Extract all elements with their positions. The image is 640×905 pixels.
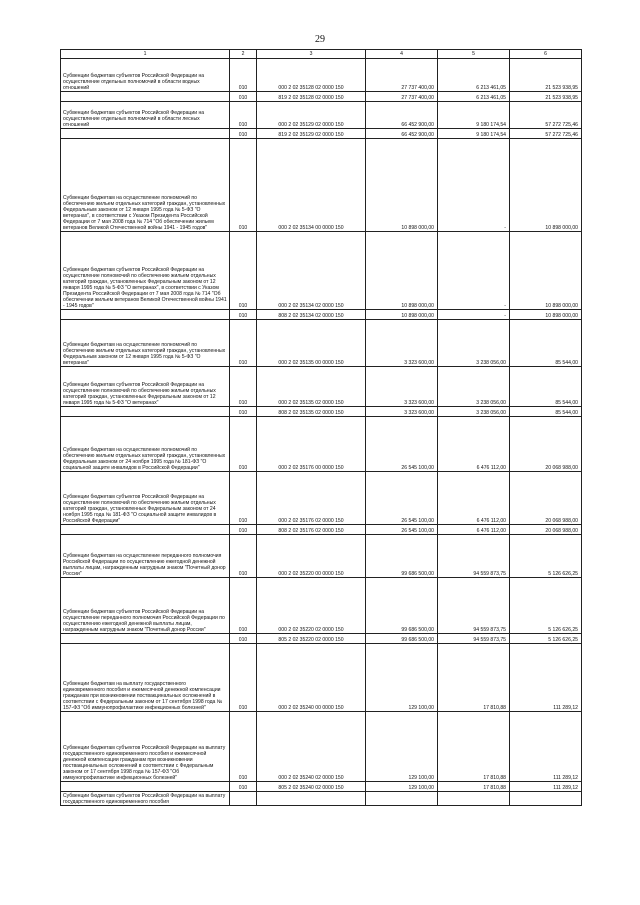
budget-code-cell: 000 2 02 35134 02 0000 150 xyxy=(257,232,366,310)
table-row xyxy=(61,712,582,782)
description-cell: Субвенции бюджетам субъектов Российской Федерации на осуществление полномочий по обеспечению жильем отдельных категорий граждан, установленных Федеральным законом от 24 ноября 1995 года № 181-ФЗ "О социальной защите инвалидов в Российской Федерации" xyxy=(61,472,230,525)
table-row xyxy=(61,525,582,535)
approved-amount-cell: 66 452 900,00 xyxy=(366,129,438,139)
remaining-amount-cell: 57 272 725,46 xyxy=(510,102,582,129)
description-cell: Субвенции бюджетам на выплату государственного единовременного пособия и ежемесячной денежной компенсации гражданам при возникновении поствакцинальных осложнений в соответствии с Федеральным законом от 17 сентября 1998 года № 157-ФЗ "Об иммунопрофилактике инфекционных болезней" xyxy=(61,644,230,712)
remaining-amount-cell: 21 523 938,95 xyxy=(510,59,582,92)
approved-amount-cell: 129 100,00 xyxy=(366,712,438,782)
executed-amount-cell: 17 810,88 xyxy=(438,712,510,782)
executed-amount-cell: 6 213 461,05 xyxy=(438,59,510,92)
budget-table xyxy=(60,49,582,806)
line-code-cell: 010 xyxy=(230,634,257,644)
approved-amount-cell: 3 323 600,00 xyxy=(366,320,438,367)
description-cell xyxy=(61,407,230,417)
description-cell xyxy=(61,310,230,320)
executed-amount-cell: 3 238 056,00 xyxy=(438,367,510,407)
description-cell: Субвенции бюджетам субъектов Российской Федерации на осуществление полномочий по обеспечению жильем отдельных категорий граждан, установленных Федеральным законом от 12 января 1995 года № 5-ФЗ "О ветеранах", в соответствии с Указом Президента Российской Федерации от 7 мая 2008 года № 714 "Об обеспечении жильем ветеранов Великой Отечественной войны 1941 - 1945 годов" xyxy=(61,232,230,310)
approved-amount-cell: 3 323 600,00 xyxy=(366,367,438,407)
line-code-cell: 010 xyxy=(230,129,257,139)
table-body xyxy=(61,59,582,806)
approved-amount-cell: 99 686 500,00 xyxy=(366,634,438,644)
approved-amount-cell: 99 686 500,00 xyxy=(366,578,438,634)
description-cell xyxy=(61,92,230,102)
budget-code-cell: 819 2 02 35128 02 0000 150 xyxy=(257,92,366,102)
table-row xyxy=(61,472,582,525)
budget-code-cell: 000 2 02 35128 02 0000 150 xyxy=(257,59,366,92)
remaining-amount-cell: 85 544,00 xyxy=(510,407,582,417)
remaining-amount-cell: 20 068 988,00 xyxy=(510,417,582,472)
remaining-amount-cell: 5 126 626,25 xyxy=(510,634,582,644)
line-code-cell: 010 xyxy=(230,310,257,320)
approved-amount-cell: 27 737 400,00 xyxy=(366,92,438,102)
budget-code-cell: 000 2 02 35135 02 0000 150 xyxy=(257,367,366,407)
remaining-amount-cell: 10 898 000,00 xyxy=(510,139,582,232)
approved-amount-cell: 10 898 000,00 xyxy=(366,310,438,320)
approved-amount-cell: 26 545 100,00 xyxy=(366,525,438,535)
budget-code-cell: 000 2 02 35135 00 0000 150 xyxy=(257,320,366,367)
approved-amount-cell: 99 686 500,00 xyxy=(366,535,438,578)
description-cell xyxy=(61,525,230,535)
header-cell: 3 xyxy=(257,50,366,59)
table-row xyxy=(61,578,582,634)
budget-code-cell xyxy=(257,792,366,806)
executed-amount-cell: 3 238 056,00 xyxy=(438,320,510,367)
line-code-cell: 010 xyxy=(230,139,257,232)
remaining-amount-cell: 111 289,12 xyxy=(510,782,582,792)
remaining-amount-cell: 21 523 938,95 xyxy=(510,92,582,102)
line-code-cell: 010 xyxy=(230,472,257,525)
table-row xyxy=(61,634,582,644)
description-cell: Субвенции бюджетам субъектов Российской Федерации на выплату государственного единовременного пособия xyxy=(61,792,230,806)
description-cell xyxy=(61,634,230,644)
executed-amount-cell: 6 476 112,00 xyxy=(438,472,510,525)
executed-amount-cell: 6 476 112,00 xyxy=(438,525,510,535)
table-row xyxy=(61,407,582,417)
table-row xyxy=(61,129,582,139)
line-code-cell: 010 xyxy=(230,407,257,417)
budget-code-cell: 808 2 02 35135 02 0000 150 xyxy=(257,407,366,417)
budget-code-cell: 000 2 02 35240 02 0000 150 xyxy=(257,712,366,782)
remaining-amount-cell: 85 544,00 xyxy=(510,367,582,407)
approved-amount-cell: 129 100,00 xyxy=(366,782,438,792)
table-row xyxy=(61,102,582,129)
table-row xyxy=(61,417,582,472)
header-cell: 2 xyxy=(230,50,257,59)
approved-amount-cell: 3 323 600,00 xyxy=(366,407,438,417)
line-code-cell: 010 xyxy=(230,102,257,129)
approved-amount-cell: 10 898 000,00 xyxy=(366,232,438,310)
executed-amount-cell: 94 559 873,75 xyxy=(438,578,510,634)
approved-amount-cell: 26 545 100,00 xyxy=(366,472,438,525)
table-row xyxy=(61,139,582,232)
remaining-amount-cell: 57 272 725,46 xyxy=(510,129,582,139)
executed-amount-cell: 9 180 174,54 xyxy=(438,129,510,139)
line-code-cell: 010 xyxy=(230,535,257,578)
approved-amount-cell xyxy=(366,792,438,806)
budget-code-cell: 819 2 02 35129 02 0000 150 xyxy=(257,129,366,139)
executed-amount-cell xyxy=(438,792,510,806)
table-row xyxy=(61,232,582,310)
budget-code-cell: 000 2 02 35129 02 0000 150 xyxy=(257,102,366,129)
line-code-cell: 010 xyxy=(230,417,257,472)
table-row xyxy=(61,59,582,92)
budget-code-cell: 000 2 02 35220 00 0000 150 xyxy=(257,535,366,578)
line-code-cell: 010 xyxy=(230,232,257,310)
remaining-amount-cell: 10 898 000,00 xyxy=(510,310,582,320)
approved-amount-cell: 27 737 400,00 xyxy=(366,59,438,92)
header-cell: 6 xyxy=(510,50,582,59)
line-code-cell: 010 xyxy=(230,578,257,634)
executed-amount-cell: 17 810,88 xyxy=(438,644,510,712)
header-cell: 4 xyxy=(366,50,438,59)
table-row xyxy=(61,792,582,806)
table-row xyxy=(61,535,582,578)
approved-amount-cell: 66 452 900,00 xyxy=(366,102,438,129)
line-code-cell: 010 xyxy=(230,525,257,535)
remaining-amount-cell: 5 126 626,25 xyxy=(510,535,582,578)
executed-amount-cell: 3 238 056,00 xyxy=(438,407,510,417)
remaining-amount-cell: 111 289,12 xyxy=(510,644,582,712)
header-cell: 1 xyxy=(61,50,230,59)
description-cell: Субвенции бюджетам субъектов Российской Федерации на осуществление отдельных полномочий в области лесных отношений xyxy=(61,102,230,129)
executed-amount-cell: 6 213 461,05 xyxy=(438,92,510,102)
budget-code-cell: 808 2 02 35134 02 0000 150 xyxy=(257,310,366,320)
executed-amount-cell: - xyxy=(438,139,510,232)
description-cell: Субвенции бюджетам на осуществление полномочий по обеспечению жильем отдельных категорий граждан, установленных Федеральным законом от 12 января 1995 года № 5-ФЗ "О ветеранах" xyxy=(61,320,230,367)
line-code-cell: 010 xyxy=(230,92,257,102)
remaining-amount-cell: 5 126 626,25 xyxy=(510,578,582,634)
remaining-amount-cell: 85 544,00 xyxy=(510,320,582,367)
budget-code-cell: 808 2 02 35176 02 0000 150 xyxy=(257,525,366,535)
line-code-cell xyxy=(230,792,257,806)
approved-amount-cell: 129 100,00 xyxy=(366,644,438,712)
description-cell: Субвенции бюджетам на осуществление переданного полномочия Российской Федерации по осуществлению ежегодной денежной выплаты лицам, награжденным нагрудным знаком "Почетный донор России" xyxy=(61,535,230,578)
table-row xyxy=(61,782,582,792)
budget-code-cell: 000 2 02 35176 00 0000 150 xyxy=(257,417,366,472)
line-code-cell: 010 xyxy=(230,320,257,367)
line-code-cell: 010 xyxy=(230,712,257,782)
description-cell: Субвенции бюджетам субъектов Российской Федерации на выплату государственного единовременного пособия и ежемесячной денежной компенсации гражданам при возникновении поствакцинальных осложнений в соответствии с Федеральным законом от 17 сентября 1998 года № 157-ФЗ "Об иммунопрофилактике инфекционных болезней" xyxy=(61,712,230,782)
executed-amount-cell: 9 180 174,54 xyxy=(438,102,510,129)
page-number: 29 xyxy=(315,34,325,45)
executed-amount-cell: 94 559 873,75 xyxy=(438,535,510,578)
line-code-cell: 010 xyxy=(230,782,257,792)
remaining-amount-cell xyxy=(510,792,582,806)
header-row xyxy=(61,50,582,59)
header-cell: 5 xyxy=(438,50,510,59)
approved-amount-cell: 10 898 000,00 xyxy=(366,139,438,232)
description-cell: Субвенции бюджетам субъектов Российской Федерации на осуществление полномочий по обеспечению жильем отдельных категорий граждан, установленных Федеральным законом от 12 января 1995 года № 5-ФЗ "О ветеранах" xyxy=(61,367,230,407)
remaining-amount-cell: 10 898 000,00 xyxy=(510,232,582,310)
line-code-cell: 010 xyxy=(230,367,257,407)
description-cell xyxy=(61,129,230,139)
budget-code-cell: 805 2 02 35220 02 0000 150 xyxy=(257,634,366,644)
executed-amount-cell: - xyxy=(438,310,510,320)
remaining-amount-cell: 20 068 988,00 xyxy=(510,472,582,525)
budget-code-cell: 000 2 02 35240 00 0000 150 xyxy=(257,644,366,712)
executed-amount-cell: 6 476 112,00 xyxy=(438,417,510,472)
table-row xyxy=(61,310,582,320)
description-cell: Субвенции бюджетам на осуществление полномочий по обеспечению жильем отдельных категорий граждан, установленных Федеральным законом от 12 января 1995 года № 5-ФЗ "О ветеранах", в соответствии с Указом Президента Российской Федерации от 7 мая 2008 года № 714 "Об обеспечении жильем ветеранов Великой Отечественной войны 1941 - 1945 годов" xyxy=(61,139,230,232)
table-row xyxy=(61,320,582,367)
budget-code-cell: 000 2 02 35134 00 0000 150 xyxy=(257,139,366,232)
description-cell: Субвенции бюджетам на осуществление полномочий по обеспечению жильем отдельных категорий граждан, установленных Федеральным законом от 24 ноября 1995 года № 181-ФЗ "О социальной защите инвалидов в Российской Федерации" xyxy=(61,417,230,472)
executed-amount-cell: 94 559 873,75 xyxy=(438,634,510,644)
executed-amount-cell: 17 810,88 xyxy=(438,782,510,792)
budget-code-cell: 805 2 02 35240 02 0000 150 xyxy=(257,782,366,792)
line-code-cell: 010 xyxy=(230,59,257,92)
description-cell xyxy=(61,782,230,792)
table-row xyxy=(61,644,582,712)
budget-code-cell: 000 2 02 35176 02 0000 150 xyxy=(257,472,366,525)
remaining-amount-cell: 111 289,12 xyxy=(510,712,582,782)
table-row xyxy=(61,92,582,102)
budget-code-cell: 000 2 02 35220 02 0000 150 xyxy=(257,578,366,634)
description-cell: Субвенции бюджетам субъектов Российской Федерации на осуществление отдельных полномочий в области водных отношений xyxy=(61,59,230,92)
executed-amount-cell: - xyxy=(438,232,510,310)
line-code-cell: 010 xyxy=(230,644,257,712)
approved-amount-cell: 26 545 100,00 xyxy=(366,417,438,472)
remaining-amount-cell: 20 068 988,00 xyxy=(510,525,582,535)
table-row xyxy=(61,367,582,407)
description-cell: Субвенции бюджетам субъектов Российской Федерации на осуществление переданного полномочия Российской Федерации по осуществлению ежегодной денежной выплаты лицам, награжденным нагрудным знаком "Почетный донор России" xyxy=(61,578,230,634)
